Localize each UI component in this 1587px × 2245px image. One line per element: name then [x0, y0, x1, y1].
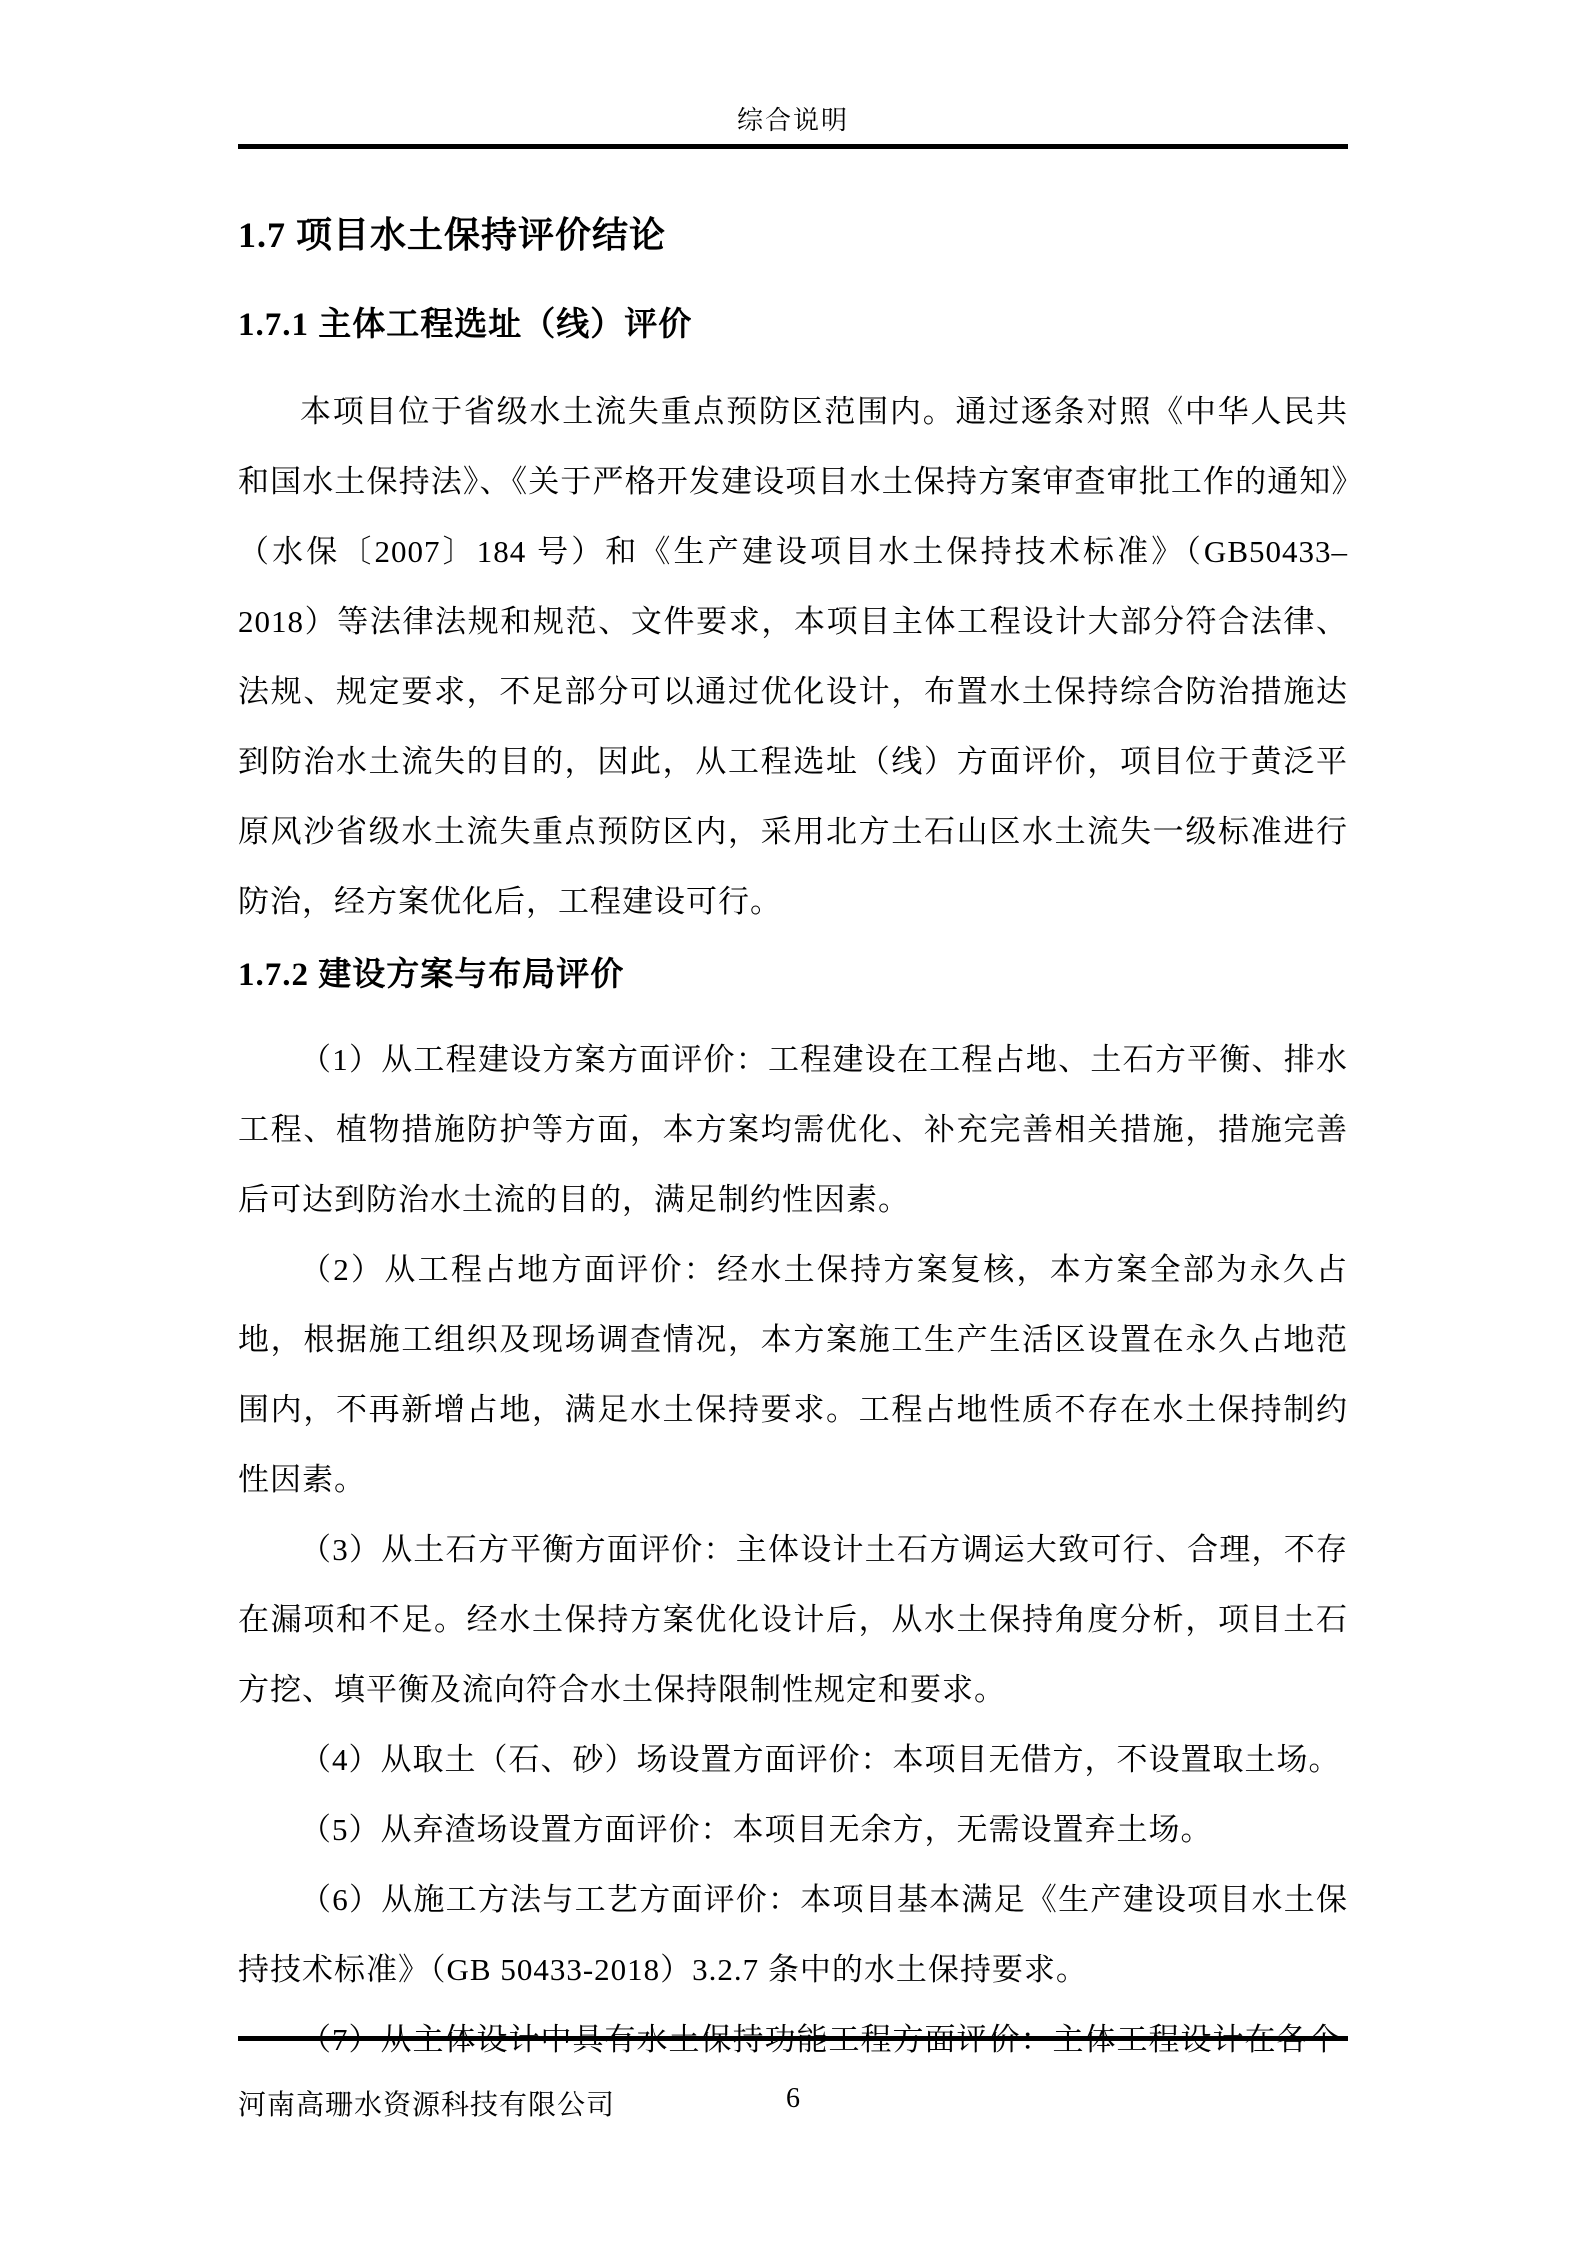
paragraph-item-6-construction-method: （6）从施工方法与工艺方面评价：本项目基本满足《生产建设项目水土保持技术标准》（GB 50433-2018）3.2.7 条中的水土保持要求。 — [238, 1882, 1348, 1987]
paragraph-item-2-land-occupation: （2）从工程占地方面评价：经水土保持方案复核，本方案全部为永久占地，根据施工组织及现场调查情况，本方案施工生产生活区设置在永久占地范围内，不再新增占地，满足水土保持要求。工程占地性质不存在水土保持制约性因素。 — [238, 1252, 1348, 1497]
paragraph-item-5-spoil-site: （5）从弃渣场设置方面评价：本项目无余方，无需设置弃土场。 — [300, 1812, 1213, 1847]
page-header — [238, 0, 1348, 149]
section-heading-1-7-1: 1.7.1 主体工程选址（线）评价 — [238, 307, 693, 343]
paragraph-item-1-construction-scheme: （1）从工程建设方案方面评价：工程建设在工程占地、土石方平衡、排水工程、植物措施防护等方面，本方案均需优化、补充完善相关措施，措施完善后可达到防治水土流的目的，满足制约性因素。 — [238, 1042, 1348, 1217]
paragraph-item-7-main-design-function: （7）从主体设计中具有水土保持功能工程方面评价：主体工程设计在各个 — [300, 2022, 1341, 2057]
section-heading-1-7-2: 1.7.2 建设方案与布局评价 — [238, 957, 625, 993]
paragraph-item-4-borrow-site: （4）从取土（石、砂）场设置方面评价：本项目无借方，不设置取土场。 — [300, 1742, 1341, 1777]
header-title: 综合说明 — [736, 106, 849, 135]
paragraph-site-selection-evaluation: 本项目位于省级水土流失重点预防区范围内。通过逐条对照《中华人民共和国水土保持法》、《关于严格开发建设项目水土保持方案审查审批工作的通知》（水保〔2007〕184 号）和《生产建设项目水土保持技术标准》（GB50433–2018）等法律法规和规范、文件要求，本项目主体工程设计大部分符合法律、法规、规定要求，不足部分可以通过优化设计，布置水土保持综合防治措施达到防治水土流失的目的，因此，从工程选址（线）方面评价，项目位于黄泛平原风沙省级水土流失重点预防区内，采用北方土石山区水土流失一级标准进行防治，经方案优化后，工程建设可行。 — [238, 394, 1348, 919]
section-heading-1-7: 1.7 项目水土保持评价结论 — [238, 215, 667, 255]
footer-page-number: 6 — [786, 2083, 800, 2114]
paragraph-item-3-earthwork-balance: （3）从土石方平衡方面评价：主体设计土石方调运大致可行、合理，不存在漏项和不足。经水土保持方案优化设计后，从水土保持角度分析，项目土石方挖、填平衡及流向符合水土保持限制性规定和要求。 — [238, 1532, 1348, 1707]
footer-company-name: 河南高珊水资源科技有限公司 — [238, 2090, 616, 2121]
document-body — [238, 149, 1348, 2075]
